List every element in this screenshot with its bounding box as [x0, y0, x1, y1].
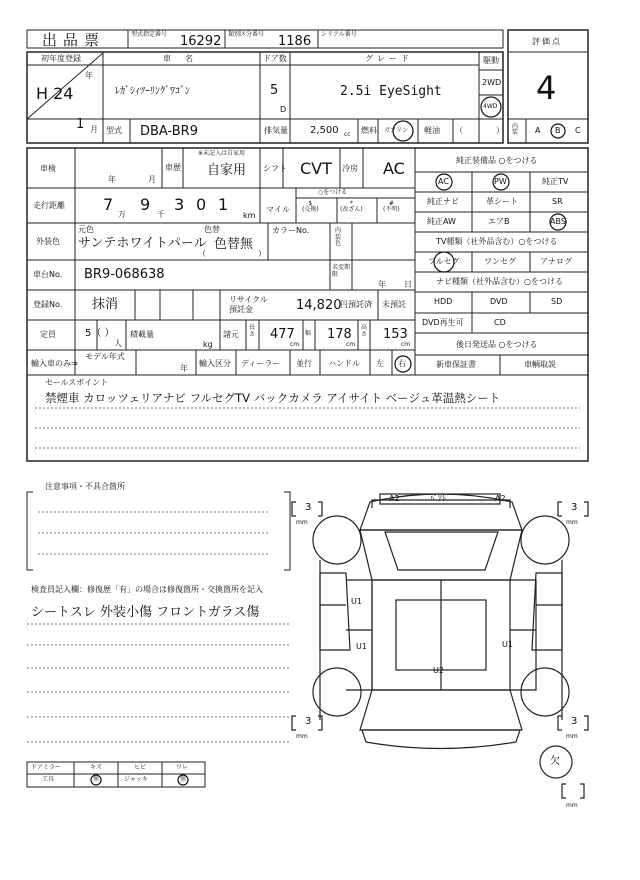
- equip-navi: 純正ナビ: [427, 197, 459, 206]
- tv-oneseg: ワンセグ: [484, 257, 516, 266]
- mark-pato: ﾊﾟｱﾄ: [430, 494, 446, 503]
- model-year-label: モデル年式: [85, 352, 125, 361]
- import-type-dealer: ディーラー: [241, 359, 281, 368]
- inspector-text: シートスレ 外装小傷 フロントガラス傷: [31, 605, 260, 620]
- orig-color-value: サンテホワイトパール: [78, 236, 207, 251]
- width-label: 幅: [305, 330, 312, 337]
- later-ship-label: 後日発送品 ○をつける: [456, 340, 538, 349]
- equip-sr: SR: [552, 197, 563, 206]
- color-no-label: カラーNo.: [272, 226, 310, 235]
- width-value: 178: [327, 327, 352, 342]
- first-registration-month: 1: [76, 117, 85, 132]
- shift-value: CVT: [300, 159, 332, 178]
- equip-ac: AC: [438, 177, 449, 186]
- mileage-unit-man: 万: [118, 210, 126, 219]
- handle-label: ハンドル: [328, 359, 360, 368]
- cd-label: CD: [494, 318, 506, 327]
- spare-unit: mm: [566, 802, 578, 809]
- interior-color-label: 内装色: [335, 227, 342, 248]
- katashiki-value: 16292: [180, 34, 222, 49]
- navi-dvd: DVD: [490, 297, 508, 306]
- drive-4wd: 4WD: [483, 103, 498, 110]
- mileage-opt-tampered: * (改ざん): [340, 200, 363, 213]
- doors-value: 5: [270, 83, 279, 98]
- dim-label: 諸元: [223, 330, 239, 339]
- equip-leather: 革シート: [486, 197, 518, 206]
- name-expiry-label: 名変期限: [332, 264, 351, 279]
- height-value: 153: [383, 327, 408, 342]
- equip-abs: ABS: [550, 217, 566, 226]
- orig-color-label: 元色: [78, 225, 94, 234]
- legend-tools-value: 無: [93, 776, 100, 783]
- history-label: 車歴: [165, 163, 181, 172]
- sales-point-text: 禁煙車 カロッツェリアナビ フルセグTV バックカメラ アイサイト ベージュ革温熱シート: [45, 391, 501, 405]
- mileage-opt-exchange: $ (交換): [302, 200, 319, 213]
- inspection-month-unit: 月: [148, 175, 156, 184]
- shift-label: シフト: [263, 164, 287, 173]
- sales-point-label: セールスポイント: [45, 378, 109, 387]
- name-expiry-day: 日: [404, 280, 412, 289]
- mark-a2-left: A2: [389, 494, 400, 503]
- paint-value: 色替無: [214, 237, 254, 252]
- import-type-label: 輸入区分: [199, 359, 231, 368]
- standard-equipment-label: 純正装備品 ○をつける: [456, 156, 538, 165]
- recycle-unpaid: 未預託: [382, 300, 406, 309]
- tread-rl-value: 3: [305, 716, 312, 727]
- recycle-unit: 円預託済: [340, 300, 372, 309]
- capacity-label: 定員: [40, 330, 56, 339]
- length-unit: cm: [290, 341, 300, 348]
- fuel-value: ガソリン: [384, 127, 409, 134]
- legend-scratch: キズ: [90, 764, 102, 771]
- length-value: 477: [270, 327, 295, 342]
- legend-jack: ジャッキ: [124, 776, 148, 783]
- legend-crack: ヒビ: [134, 764, 147, 771]
- equip-tv: 純正TV: [542, 177, 569, 186]
- name-expiry-year: 年: [378, 280, 386, 289]
- tread-rr-value: 3: [571, 716, 578, 727]
- mileage-unit-sen: 千: [157, 210, 165, 219]
- registration-value: 抹消: [92, 297, 119, 312]
- car-diagram: [292, 494, 588, 798]
- drive-2wd: 2WD: [482, 78, 502, 87]
- aircon-value: AC: [383, 159, 405, 178]
- inspection-label: 車検: [40, 164, 56, 173]
- diesel-label: 軽油: [424, 126, 440, 135]
- equip-aw: 純正AW: [427, 217, 456, 226]
- recycle-value: 14,820: [296, 298, 342, 313]
- handle-left: 左: [376, 359, 384, 368]
- inspector-label: 検査員記入欄：修復歴「有」の場合は修復箇所・交換箇所を記入: [31, 585, 263, 594]
- capacity-value: 5（ ）: [85, 328, 115, 339]
- chassis-value: BR9-068638: [84, 267, 165, 282]
- tv-analog: アナログ: [540, 257, 572, 266]
- mark-a2-right: A2: [495, 494, 506, 503]
- tread-fr-value: 3: [571, 502, 578, 513]
- month-suffix: 月: [90, 125, 98, 134]
- import-type-parallel: 並行: [296, 359, 312, 368]
- mileage-opt-mile: マイル: [266, 205, 290, 214]
- interior-grade-b: B: [555, 126, 561, 135]
- displacement-unit: cc: [344, 131, 351, 138]
- tread-fl-value: 3: [305, 502, 312, 513]
- load-unit: kg: [203, 340, 213, 349]
- registration-label: 登録No.: [33, 300, 63, 309]
- mileage-digit-1: 7: [103, 195, 114, 214]
- mileage-digit-5: 1: [218, 195, 229, 214]
- navi-label: ナビ種類（社外品含む）○をつける: [436, 277, 563, 286]
- katashiki-label: 型式指定番号: [131, 31, 168, 38]
- tv-fullseg: フルセグ: [428, 257, 460, 266]
- navi-sd: SD: [551, 297, 563, 306]
- year-suffix: 年: [85, 71, 93, 80]
- legend-broken: ワレ: [176, 764, 189, 771]
- handle-right: 右: [398, 359, 406, 368]
- form-title: 出品票: [42, 31, 106, 49]
- displacement-value: 2,500: [310, 125, 339, 136]
- mark-u2: U2: [433, 666, 444, 675]
- later-warranty: 新車保証書: [436, 360, 476, 369]
- interior-label: 内装: [512, 123, 519, 136]
- displacement-label: 排気量: [264, 126, 288, 135]
- ruibetsu-value: 1186: [278, 34, 312, 49]
- navi-hdd: HDD: [434, 297, 453, 306]
- mark-u1-left: U1: [351, 597, 362, 606]
- notes-label: 注意事項・不具合箇所: [45, 482, 125, 491]
- width-unit: cm: [346, 341, 356, 348]
- model-label: 型式: [106, 126, 122, 135]
- tread-fl-unit: mm: [296, 519, 308, 526]
- import-label: 輸入車のみ⇒: [31, 359, 78, 368]
- capacity-unit: 人: [114, 339, 122, 348]
- legend-tools: 工具: [42, 776, 55, 783]
- equip-airbag: エアB: [488, 217, 510, 226]
- mileage-unit: km: [243, 211, 256, 220]
- tread-fr-unit: mm: [566, 519, 578, 526]
- dvd-playback: DVD再生可: [422, 318, 464, 327]
- model-value: DBA-BR9: [140, 124, 198, 139]
- fuel-label: 燃料: [361, 126, 377, 135]
- car-name: ﾚｶﾞｼｨﾂｰﾘﾝｸﾞﾜｺﾞﾝ: [115, 86, 190, 97]
- recycle-label: リサイクル預託金: [229, 295, 268, 314]
- score-value: 4: [536, 69, 557, 107]
- color-label: 外装色: [36, 237, 60, 246]
- history-note: ※未記入は自家用: [198, 150, 246, 157]
- grade-value: 2.5i EyeSight: [340, 84, 442, 99]
- mileage-circle-note: ○をつける: [318, 189, 348, 196]
- mileage-opt-unknown: # (不明): [383, 200, 400, 213]
- model-year-unit: 年: [180, 364, 188, 373]
- mark-u1-right: U1: [502, 640, 513, 649]
- mileage-digit-3: 3: [174, 195, 185, 214]
- mileage-label: 走行距離: [33, 201, 65, 210]
- drive-label: 駆動: [483, 56, 499, 65]
- mark-u1-door: U1: [356, 642, 367, 651]
- paint-label: 色替: [204, 225, 220, 234]
- height-unit: cm: [401, 341, 411, 348]
- mileage-digit-4: 0: [196, 195, 207, 214]
- tv-label: TV種類（社外品含む）○をつける: [436, 237, 558, 246]
- first-registration-year: H 24: [36, 84, 74, 103]
- length-label: 長さ: [249, 324, 256, 338]
- interior-grade-a: A: [535, 126, 541, 135]
- door-type: D: [280, 105, 287, 114]
- tread-rr-unit: mm: [566, 733, 578, 740]
- equip-pw: PW: [494, 177, 507, 186]
- grade-label: グレード: [365, 54, 413, 63]
- aircon-label: 冷房: [342, 164, 358, 173]
- legend-door-mirror: ドアミラー: [31, 764, 61, 771]
- year-label: 初年度登録: [41, 54, 81, 63]
- ruibetsu-label: 類別区分番号: [228, 31, 265, 38]
- serial-label: シリアル番号: [321, 31, 357, 38]
- tread-rl-unit: mm: [296, 733, 308, 740]
- interior-grade-c: C: [575, 126, 581, 135]
- height-label: 高さ: [361, 324, 368, 338]
- load-label: 積載量: [130, 330, 154, 339]
- spare-status: 欠: [550, 756, 560, 767]
- history-value: 自家用: [207, 163, 247, 178]
- legend-jack-value: 無: [180, 776, 187, 783]
- car-name-label: 車 名: [163, 54, 196, 63]
- score-label: 評価点: [532, 37, 562, 46]
- doors-label: ドア数: [263, 54, 287, 63]
- later-manual: 車輌取説: [524, 360, 556, 369]
- chassis-label: 車台No.: [33, 270, 63, 279]
- inspection-year-unit: 年: [108, 175, 116, 184]
- mileage-digit-2: 9: [140, 195, 151, 214]
